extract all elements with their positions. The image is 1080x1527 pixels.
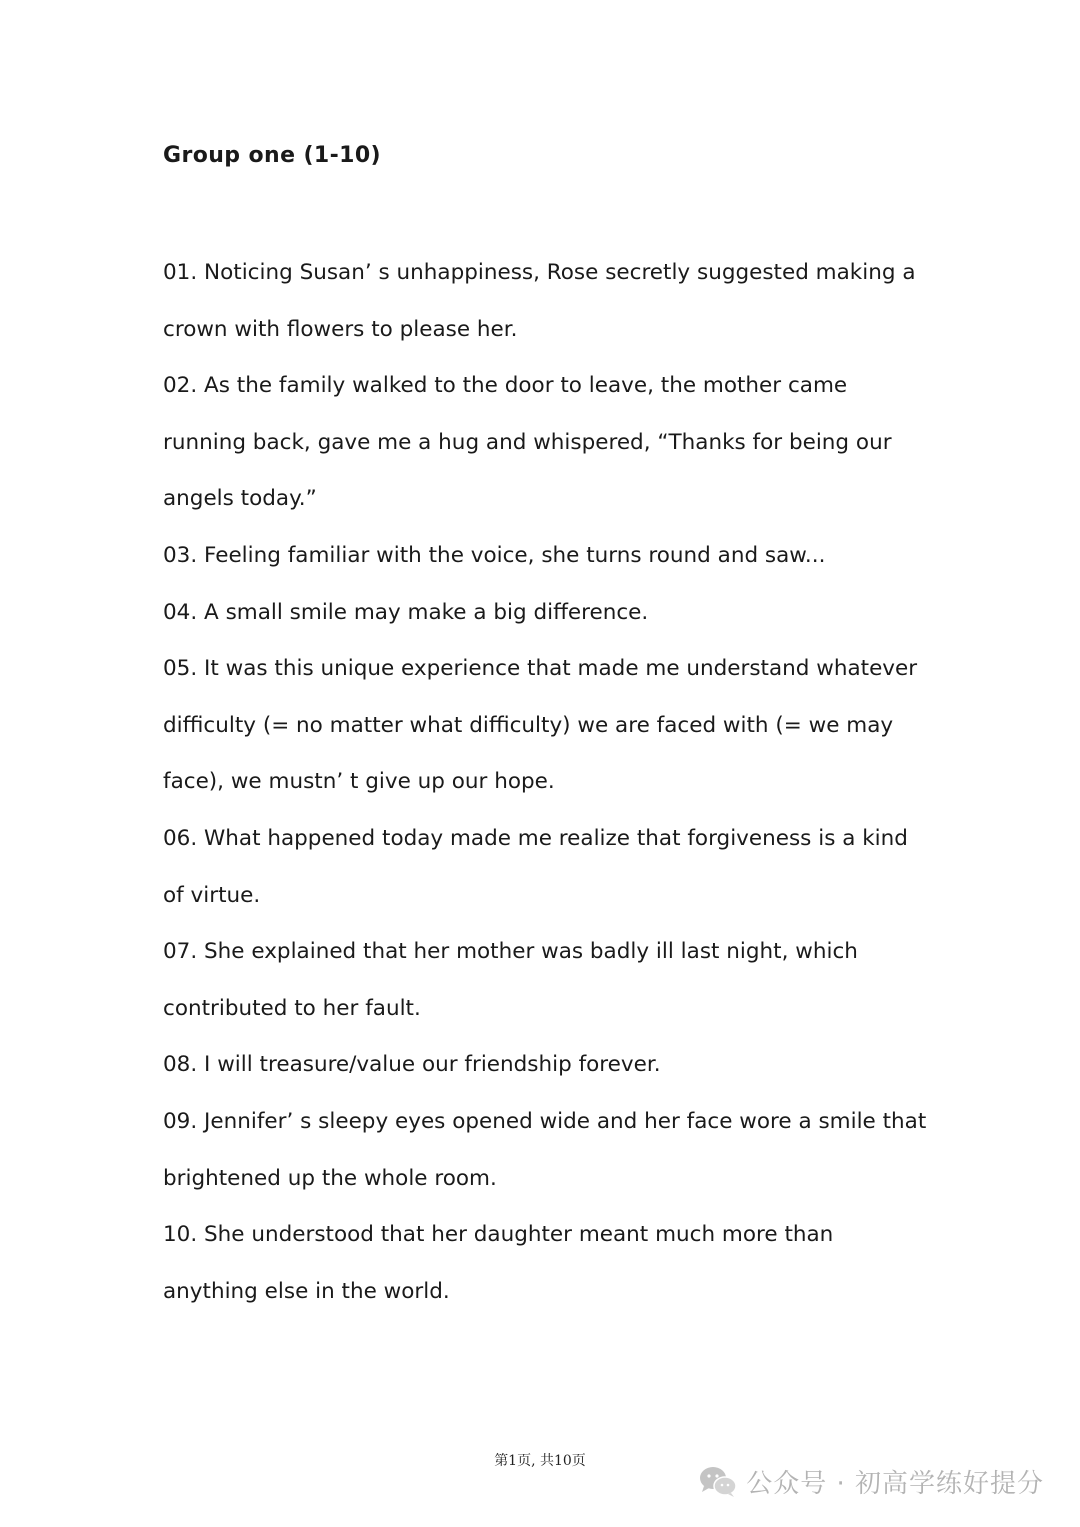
watermark xyxy=(698,1463,1044,1500)
sentence-item: 05. It was this unique experience that made me understand whatever difficulty (= no matter what difficulty) we are faced with (= we may face), we mustn’ t give up our hope. xyxy=(163,656,924,795)
sentence-item: 03. Feeling familiar with the voice, she turns round and saw... xyxy=(163,542,826,568)
wechat-icon xyxy=(698,1465,738,1499)
section-heading: Group one (1-10) xyxy=(163,143,382,168)
sentence-item: 01. Noticing Susan’ s unhappiness, Rose secretly suggested making a crown with flowers to please her. xyxy=(163,260,923,342)
sentence-item: 10. She understood that her daughter meant much more than anything else in the world. xyxy=(163,1222,841,1304)
watermark-text: 公众号 · 初高学练好提分 xyxy=(746,1469,1044,1499)
sentence-item: 04. A small smile may make a big difference. xyxy=(163,599,649,625)
sentence-item: 08. I will treasure/value our friendship forever. xyxy=(163,1052,661,1078)
sentence-item: 07. She explained that her mother was badly ill last night, which contributed to her fault. xyxy=(163,939,865,1021)
sentence-item: 06. What happened today made me realize that forgiveness is a kind of virtue. xyxy=(163,825,915,908)
page-number: 第1页, 共10页 xyxy=(494,1453,586,1469)
sentence-list xyxy=(163,245,933,1320)
sentence-item: 02. As the family walked to the door to leave, the mother came running back, gave me a hug and whispered, “Thanks for being our angels today.” xyxy=(163,373,899,512)
sentence-item: 09. Jennifer’ s sleepy eyes opened wide and her face wore a smile that brightened up the whole room. xyxy=(163,1108,934,1191)
